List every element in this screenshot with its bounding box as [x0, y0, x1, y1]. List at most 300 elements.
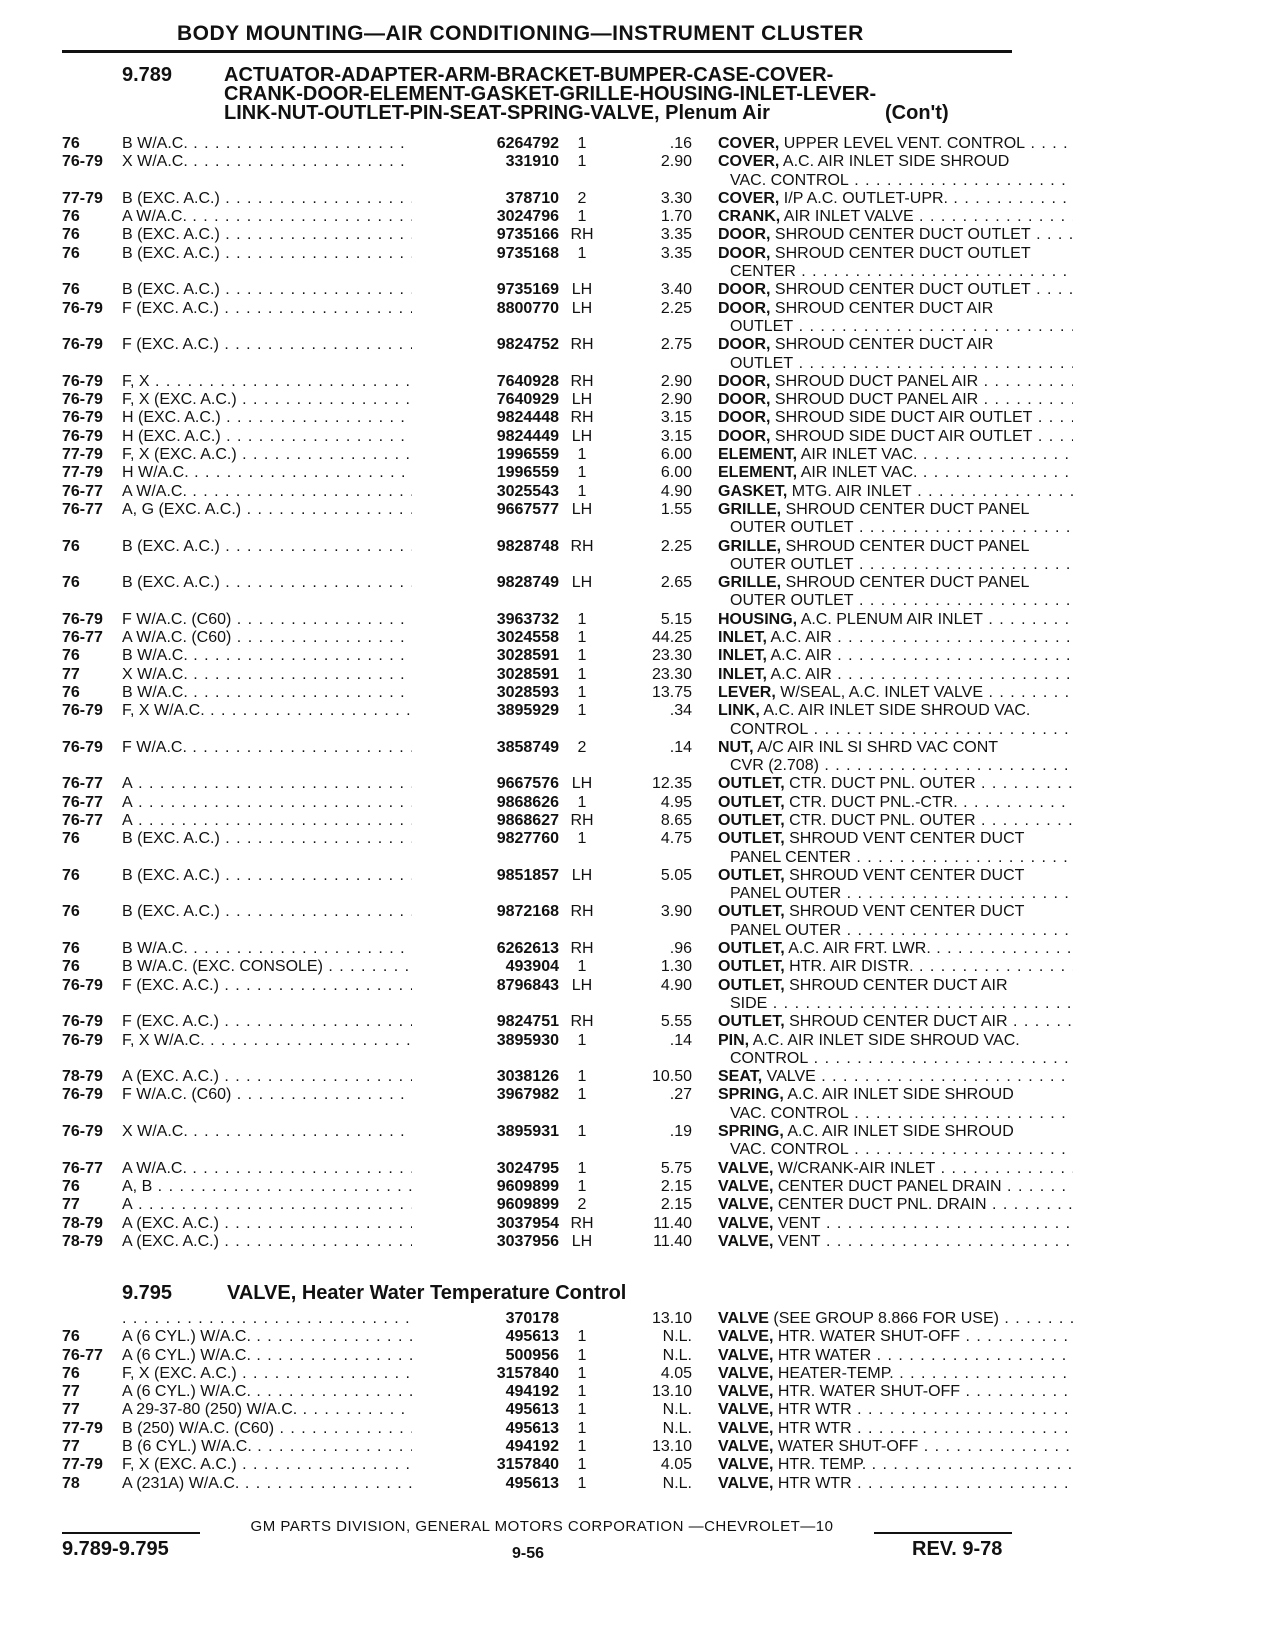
- part-number: 9824752: [412, 336, 559, 354]
- part-number: 9828749: [412, 574, 559, 592]
- section-title-continued: (Con't): [885, 102, 949, 124]
- description-line-1: [718, 830, 1073, 848]
- price: 5.55: [660, 1013, 692, 1031]
- page-header: [62, 20, 1012, 52]
- quantity: RH: [570, 537, 594, 555]
- part-name: DOOR,: [718, 391, 771, 409]
- description: [718, 483, 1073, 501]
- description: [718, 958, 1073, 976]
- description-line-1: [718, 1123, 1073, 1141]
- part-number: 9667576: [412, 775, 559, 793]
- part-detail: AIR INLET VAC.: [800, 464, 918, 482]
- part-detail: HTR. AIR DISTR.: [789, 958, 914, 976]
- description-line-1: [718, 739, 1073, 757]
- table-row: [62, 1456, 1022, 1474]
- application: A (EXC. A.C.) . . .: [122, 1215, 467, 1233]
- part-name: OUTLET,: [718, 903, 785, 921]
- part-number: 7640928: [412, 373, 559, 391]
- description-line-1: [718, 1383, 1073, 1401]
- application: A (6 CYL.) W/A.C. . . .: [122, 1383, 467, 1401]
- part-number: 331910: [412, 153, 559, 171]
- description-line-2: PANEL OUTER . . .: [718, 922, 1073, 940]
- header-title: BODY MOUNTING—AIR CONDITIONING—INSTRUMENT CLUSTER: [177, 22, 864, 45]
- application: F W/A.C. (C60) . . .: [122, 611, 467, 629]
- part-name: COVER,: [718, 153, 780, 171]
- price: 2.65: [660, 574, 692, 592]
- price: 3.15: [660, 427, 692, 445]
- description-line-1: [718, 391, 1073, 409]
- application: B (EXC. A.C.) . . .: [122, 574, 467, 592]
- quantity: 1: [577, 830, 587, 848]
- table-row: [62, 244, 1031, 282]
- description: [718, 135, 1073, 153]
- description: [718, 1456, 1073, 1474]
- description-line-1: [718, 226, 1073, 244]
- part-detail: A.C. AIR: [770, 629, 832, 647]
- table-row: [62, 1365, 1022, 1383]
- part-detail: SHROUD CENTER DUCT OUTLET: [774, 281, 1031, 299]
- description: [718, 1438, 1073, 1456]
- part-number: 9827760: [412, 830, 559, 848]
- price: .14: [669, 738, 692, 756]
- part-detail: A.C. PLENUM AIR INLET: [800, 610, 983, 628]
- price: 2.15: [660, 1196, 692, 1214]
- part-detail: SHROUD SIDE DUCT AIR OUTLET: [774, 427, 1033, 445]
- part-number: 3963732: [412, 611, 559, 629]
- header-rule: [62, 50, 1012, 53]
- part-detail: SHROUD CENTER DUCT PANEL: [785, 537, 1030, 555]
- section-title-line-3: LINK-NUT-OUTLET-PIN-SEAT-SPRING-VALVE, Plenum Air: [224, 102, 770, 124]
- part-name: OUTLET,: [718, 940, 785, 958]
- description-line-1: [718, 1178, 1073, 1196]
- table-row: [62, 1383, 1022, 1401]
- footer-publisher: GM PARTS DIVISION, GENERAL MOTORS CORPORATION —CHEVROLET—10: [250, 1518, 834, 1535]
- description-line-2: PANEL CENTER . . .: [718, 849, 1073, 867]
- part-name: DOOR,: [718, 281, 771, 299]
- description-line-1: [718, 1233, 1073, 1251]
- price: 13.75: [651, 683, 692, 701]
- description: [718, 1233, 1073, 1251]
- table-row: [62, 940, 1022, 958]
- table-row: [62, 1086, 1022, 1123]
- quantity: 1: [577, 1068, 587, 1086]
- price: 4.95: [660, 793, 692, 811]
- part-detail: A.C. AIR INLET SIDE SHROUD VAC.: [752, 1031, 1020, 1049]
- description-line-1: [718, 245, 1073, 263]
- description: [718, 867, 1073, 904]
- part-name: DOOR,: [718, 244, 771, 262]
- part-number: 9609899: [412, 1178, 559, 1196]
- section-title-line-2: CRANK-DOOR-ELEMENT-GASKET-GRILLE-HOUSING-INLET-LEVER-: [224, 83, 877, 105]
- application: A (231A) W/A.C. . . .: [122, 1475, 467, 1493]
- price: 5.05: [660, 866, 692, 884]
- quantity: LH: [571, 574, 593, 592]
- quantity: 1: [577, 1346, 587, 1364]
- part-name: COVER,: [718, 135, 780, 152]
- description-line-1: [718, 574, 1073, 592]
- model-years: 76: [62, 208, 80, 226]
- quantity: LH: [571, 976, 593, 994]
- application: A (EXC. A.C.) . . .: [122, 1233, 467, 1251]
- part-number: 3028591: [412, 666, 559, 684]
- description: [718, 1310, 1073, 1328]
- quantity: RH: [570, 1214, 594, 1232]
- part-number: 9824751: [412, 1013, 559, 1031]
- part-detail: HTR WTR: [777, 1474, 852, 1492]
- description-line-1: [718, 1456, 1073, 1474]
- part-name: DOOR,: [718, 427, 771, 445]
- part-name: VALVE: [718, 1310, 769, 1327]
- application: A W/A.C. (C60) . . .: [122, 629, 467, 647]
- part-number: 1996559: [412, 446, 559, 464]
- quantity: LH: [571, 281, 593, 299]
- description-line-2: OUTLET . . .: [718, 355, 1073, 373]
- part-detail: UPPER LEVEL VENT. CONTROL: [783, 135, 1026, 152]
- table-row: [62, 1196, 1022, 1214]
- model-years: 77-79: [62, 464, 103, 482]
- parts-table-9795: [62, 1310, 1022, 1493]
- quantity: LH: [571, 391, 593, 409]
- model-years: 78-79: [62, 1068, 103, 1086]
- part-detail: SHROUD CENTER DUCT AIR: [774, 336, 994, 354]
- part-name: DOOR,: [718, 372, 771, 390]
- description: [718, 1196, 1073, 1214]
- part-name: VALVE,: [718, 1196, 774, 1214]
- application: B W/A.C. . . .: [122, 684, 467, 702]
- table-row: [62, 391, 1022, 409]
- description: [718, 190, 1073, 208]
- part-number: 3895930: [412, 1032, 559, 1050]
- part-number: 6262613: [412, 940, 559, 958]
- description-line-2: VAC. CONTROL . . .: [718, 1105, 1073, 1123]
- table-row: [62, 226, 1031, 244]
- price: 2.90: [660, 372, 692, 390]
- part-name: CRANK,: [718, 208, 781, 226]
- description: [718, 538, 1073, 575]
- model-years: 76-77: [62, 775, 103, 793]
- price: 2.90: [660, 153, 692, 171]
- model-years: 76-79: [62, 336, 103, 354]
- table-row: [62, 1123, 1022, 1160]
- part-name: LEVER,: [718, 683, 776, 701]
- application: F, X W/A.C. . . .: [122, 702, 467, 720]
- description-line-1: [718, 940, 1073, 958]
- description-line-1: [718, 775, 1073, 793]
- quantity: LH: [571, 1232, 593, 1250]
- part-number: 3038126: [412, 1068, 559, 1086]
- model-years: 76: [62, 958, 80, 976]
- table-row: [62, 629, 1022, 647]
- table-row: [62, 427, 1033, 446]
- part-detail: (SEE GROUP 8.866 FOR USE): [773, 1310, 999, 1327]
- price: 8.65: [660, 811, 692, 829]
- part-number: 3157840: [412, 1456, 559, 1474]
- description: [718, 903, 1073, 940]
- part-detail: CTR. DUCT PNL. OUTER: [789, 811, 976, 829]
- price: 1.30: [660, 958, 692, 976]
- part-name: DOOR,: [718, 299, 771, 317]
- table-row: [62, 464, 1022, 482]
- model-years: 77: [62, 1401, 80, 1419]
- part-name: OUTLET,: [718, 793, 785, 811]
- quantity: 1: [577, 208, 587, 226]
- price: .16: [669, 135, 692, 152]
- model-years: 76-79: [62, 1123, 103, 1141]
- description: [718, 1032, 1073, 1069]
- model-years: 76-79: [62, 702, 103, 720]
- description-line-1: [718, 666, 1073, 684]
- description-line-1: [718, 538, 1073, 556]
- table-row: [62, 1068, 1022, 1086]
- application: F W/A.C. . . .: [122, 739, 467, 757]
- description: [718, 464, 1073, 482]
- part-detail: SHROUD SIDE DUCT AIR OUTLET: [774, 409, 1033, 427]
- part-name: VALVE,: [718, 1177, 774, 1195]
- description-line-1: [718, 611, 1073, 629]
- description: [718, 1013, 1073, 1031]
- quantity: LH: [571, 299, 593, 317]
- price: 1.70: [660, 208, 692, 226]
- description: [718, 373, 1073, 391]
- application: A . . .: [122, 1196, 467, 1214]
- quantity: 1: [577, 1031, 587, 1049]
- table-row: [62, 281, 1031, 299]
- model-years: 76-79: [62, 738, 103, 756]
- part-number: 3024558: [412, 629, 559, 647]
- part-name: VALVE,: [718, 1456, 774, 1474]
- part-name: DOOR,: [718, 226, 771, 244]
- quantity: 1: [577, 683, 587, 701]
- description: [718, 446, 1073, 464]
- price: 3.35: [660, 226, 692, 244]
- application: A, G (EXC. A.C.) . . .: [122, 501, 467, 519]
- section-title: VALVE, Heater Water Temperature Control: [227, 1282, 627, 1304]
- price: 4.05: [660, 1364, 692, 1382]
- table-row: [62, 812, 1022, 830]
- application: B (EXC. A.C.) . . .: [122, 226, 467, 244]
- quantity: RH: [570, 409, 594, 427]
- description-line-1: [718, 1310, 1073, 1328]
- part-name: DOOR,: [718, 336, 771, 354]
- price: N.L.: [662, 1346, 692, 1364]
- model-years: 76-79: [62, 409, 103, 427]
- description-line-1: [718, 1160, 1073, 1178]
- application: B (EXC. A.C.) . . .: [122, 190, 467, 208]
- part-name: OUTLET,: [718, 830, 785, 848]
- description: [718, 702, 1073, 739]
- section-heading-9795: [62, 1282, 1022, 1308]
- part-name: OUTLET,: [718, 958, 785, 976]
- price: 44.25: [651, 629, 692, 647]
- table-row: [62, 300, 1022, 337]
- quantity: 1: [577, 629, 587, 647]
- description: [718, 647, 1073, 665]
- application: F, X . . .: [122, 373, 467, 391]
- price: 5.15: [660, 610, 692, 628]
- application: F, X (EXC. A.C.) . . .: [122, 446, 467, 464]
- price: 6.00: [660, 446, 692, 464]
- description-line-2: CONTROL . . .: [718, 1050, 1073, 1068]
- application: B (EXC. A.C.) . . .: [122, 867, 467, 885]
- quantity: 1: [577, 153, 587, 171]
- part-name: VALVE,: [718, 1438, 774, 1456]
- part-name: SPRING,: [718, 1086, 784, 1104]
- description-line-1: [718, 629, 1073, 647]
- part-detail: HTR. TEMP.: [777, 1456, 867, 1474]
- part-detail: HTR. WATER SHUT-OFF: [777, 1328, 961, 1346]
- description: [718, 409, 1073, 427]
- description: [718, 812, 1073, 830]
- part-name: ELEMENT,: [718, 446, 798, 464]
- part-name: VALVE,: [718, 1214, 774, 1232]
- quantity: RH: [570, 372, 594, 390]
- table-row: [62, 1475, 1022, 1493]
- table-row: [62, 702, 1031, 739]
- part-name: PIN,: [718, 1031, 750, 1049]
- table-row: [62, 1310, 1022, 1328]
- application: F, X (EXC. A.C.) . . .: [122, 391, 467, 409]
- parts-table-9789: [62, 135, 1033, 1251]
- footer-rule-right: [874, 1532, 1012, 1534]
- price: 1.55: [660, 500, 692, 518]
- application: A . . .: [122, 812, 467, 830]
- description-line-1: [718, 153, 1073, 171]
- model-years: 76-77: [62, 482, 103, 500]
- description: [718, 1401, 1073, 1419]
- model-years: 78-79: [62, 1232, 103, 1250]
- part-detail: SHROUD CENTER DUCT AIR: [789, 1013, 1008, 1031]
- description: [718, 574, 1073, 611]
- table-row: [62, 1420, 1022, 1438]
- footer-page-number: 9-56: [512, 1545, 545, 1562]
- application: X W/A.C. . . .: [122, 153, 467, 171]
- part-number: 9868627: [412, 812, 559, 830]
- description-line-1: [718, 794, 1073, 812]
- description-line-2: PANEL OUTER . . .: [718, 885, 1073, 903]
- table-row: [62, 409, 1033, 427]
- table-row: [62, 958, 1022, 976]
- model-years: 76-77: [62, 629, 103, 647]
- part-name: VALVE,: [718, 1364, 774, 1382]
- price: 4.90: [660, 976, 692, 994]
- table-row: [62, 1178, 1022, 1196]
- model-years: 76-77: [62, 793, 103, 811]
- part-detail: CENTER DUCT PNL. DRAIN: [777, 1196, 987, 1214]
- part-name: VALVE,: [718, 1328, 774, 1346]
- description: [718, 611, 1073, 629]
- description-line-1: [718, 867, 1073, 885]
- part-number: 493904: [412, 958, 559, 976]
- part-detail: SHROUD DUCT PANEL AIR: [774, 372, 979, 390]
- model-years: 76-79: [62, 1031, 103, 1049]
- application: A W/A.C. . . .: [122, 483, 467, 501]
- description-line-1: [718, 1032, 1073, 1050]
- application: F, X W/A.C. . . .: [122, 1032, 467, 1050]
- part-detail: A.C. AIR INLET SIDE SHROUD: [782, 153, 1010, 171]
- quantity: 1: [577, 793, 587, 811]
- description: [718, 1365, 1073, 1383]
- description-line-1: [718, 1475, 1073, 1493]
- price: N.L.: [662, 1474, 692, 1492]
- part-name: ELEMENT,: [718, 464, 798, 482]
- description: [718, 1160, 1073, 1178]
- model-years: 78-79: [62, 1214, 103, 1232]
- table-row: [62, 574, 1030, 611]
- table-row: [62, 1160, 1022, 1178]
- part-detail: HEATER-TEMP.: [777, 1364, 894, 1382]
- application: F, X (EXC. A.C.) . . .: [122, 1456, 467, 1474]
- part-number: 8800770: [412, 300, 559, 318]
- part-detail: VENT: [777, 1232, 821, 1250]
- part-number: 495613: [412, 1420, 559, 1438]
- description: [718, 1086, 1073, 1123]
- model-years: 76-79: [62, 1013, 103, 1031]
- price: .19: [669, 1123, 692, 1141]
- part-detail: CENTER DUCT PANEL DRAIN: [777, 1177, 1002, 1195]
- quantity: 1: [577, 482, 587, 500]
- table-row: [62, 500, 1030, 538]
- part-number: 3858749: [412, 739, 559, 757]
- part-detail: A.C. AIR: [770, 665, 832, 683]
- price: 5.75: [660, 1159, 692, 1177]
- table-row: [62, 446, 1022, 464]
- application: B (250) W/A.C. (C60) . . .: [122, 1420, 467, 1438]
- model-years: 76: [62, 1364, 80, 1382]
- part-number: 8796843: [412, 977, 559, 995]
- part-name: OUTLET,: [718, 1013, 785, 1031]
- part-name: VALVE,: [718, 1159, 774, 1177]
- description: [718, 208, 1073, 226]
- table-row: [62, 336, 1022, 373]
- table-row: [62, 611, 1022, 629]
- description-line-1: [718, 1086, 1073, 1104]
- model-years: 78: [62, 1474, 80, 1492]
- table-row: [62, 153, 1022, 190]
- description: [718, 391, 1073, 409]
- part-number: 9828748: [412, 538, 559, 556]
- model-years: 77-79: [62, 446, 103, 464]
- table-row: [62, 1328, 1022, 1346]
- application: A (6 CYL.) W/A.C. . . .: [122, 1347, 467, 1365]
- part-number: 495613: [412, 1401, 559, 1419]
- quantity: 2: [577, 1196, 587, 1214]
- part-detail: CTR. DUCT PNL.-CTR.: [789, 793, 958, 811]
- part-detail: SHROUD CENTER DUCT AIR: [789, 976, 1008, 994]
- application: A (EXC. A.C.) . . .: [122, 1068, 467, 1086]
- table-row: [62, 775, 1022, 793]
- price: .27: [669, 1086, 692, 1104]
- model-years: 76: [62, 1328, 80, 1346]
- part-name: OUTLET,: [718, 976, 785, 994]
- application: F (EXC. A.C.) . . .: [122, 300, 467, 318]
- part-detail: A.C. AIR INLET SIDE SHROUD: [787, 1086, 1014, 1104]
- description-line-1: [718, 373, 1073, 391]
- model-years: 77-79: [62, 189, 103, 207]
- application: A . . .: [122, 794, 467, 812]
- table-row: [62, 1438, 1022, 1456]
- table-row: [62, 373, 1022, 391]
- quantity: 1: [577, 1123, 587, 1141]
- model-years: 76-79: [62, 427, 103, 445]
- application: B (EXC. A.C.) . . .: [122, 830, 467, 848]
- price: 2.25: [660, 299, 692, 317]
- price: 13.10: [651, 1438, 692, 1456]
- price: 3.15: [660, 409, 692, 427]
- description: [718, 1328, 1073, 1346]
- part-detail: A.C. AIR INLET SIDE SHROUD VAC.: [763, 702, 1031, 720]
- description: [718, 1420, 1073, 1438]
- part-number: 3037954: [412, 1215, 559, 1233]
